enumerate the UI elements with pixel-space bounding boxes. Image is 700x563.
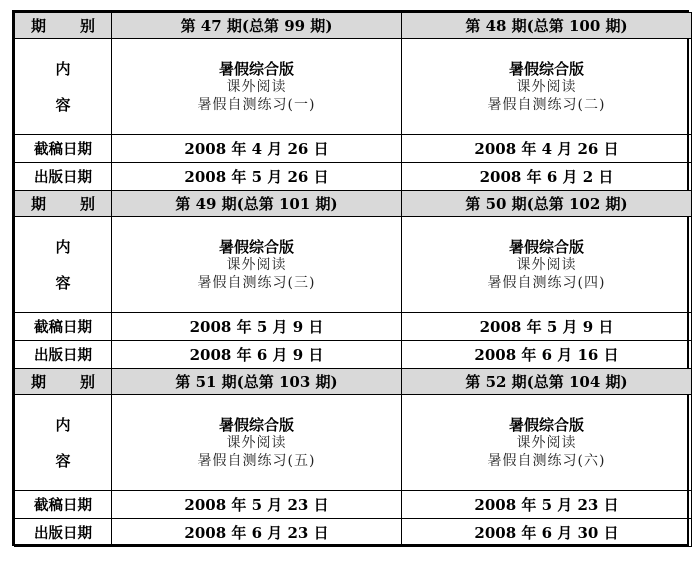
content-cell xyxy=(402,39,692,135)
publish-date: 2008 年 6 月 16 日 xyxy=(402,341,692,369)
deadline-date: 2008 年 5 月 9 日 xyxy=(402,313,692,341)
issue-header-row xyxy=(15,191,692,217)
edition-line: 暑假自测练习(三) xyxy=(197,274,316,291)
issue-label: 期 别 xyxy=(15,13,112,39)
schedule-table xyxy=(14,12,692,547)
edition-line: 课外阅读 xyxy=(226,256,287,273)
content-cell xyxy=(112,395,402,491)
edition-title: 暑假综合版 xyxy=(218,415,294,434)
content-cell xyxy=(402,217,692,313)
deadline-label: 截稿日期 xyxy=(15,491,112,519)
edition-title: 暑假综合版 xyxy=(508,237,584,256)
deadline-date: 2008 年 4 月 26 日 xyxy=(402,135,692,163)
issue-label: 期 别 xyxy=(15,191,112,217)
issue-label: 期 别 xyxy=(15,369,112,395)
issue-header: 第 49 期(总第 101 期) xyxy=(112,191,402,217)
content-row xyxy=(15,395,692,491)
publish-date: 2008 年 6 月 2 日 xyxy=(402,163,692,191)
content-row xyxy=(15,217,692,313)
publish-row xyxy=(15,163,692,191)
edition-title: 暑假综合版 xyxy=(508,59,584,78)
deadline-date: 2008 年 5 月 9 日 xyxy=(112,313,402,341)
content-row xyxy=(15,39,692,135)
issue-header: 第 48 期(总第 100 期) xyxy=(402,13,692,39)
deadline-date: 2008 年 4 月 26 日 xyxy=(112,135,402,163)
deadline-row xyxy=(15,491,692,519)
publish-label: 出版日期 xyxy=(15,163,112,191)
publish-row xyxy=(15,519,692,547)
edition-title: 暑假综合版 xyxy=(218,237,294,256)
edition-line: 暑假自测练习(四) xyxy=(487,274,606,291)
publish-label: 出版日期 xyxy=(15,341,112,369)
issue-header: 第 52 期(总第 104 期) xyxy=(402,369,692,395)
edition-line: 课外阅读 xyxy=(516,256,577,273)
publish-date: 2008 年 6 月 23 日 xyxy=(112,519,402,547)
content-label: 内 容 xyxy=(15,395,112,491)
content-label: 内 容 xyxy=(15,39,112,135)
issue-header: 第 50 期(总第 102 期) xyxy=(402,191,692,217)
deadline-label: 截稿日期 xyxy=(15,313,112,341)
edition-line: 课外阅读 xyxy=(516,78,577,95)
content-cell xyxy=(402,395,692,491)
edition-title: 暑假综合版 xyxy=(218,59,294,78)
issue-header: 第 47 期(总第 99 期) xyxy=(112,13,402,39)
publish-label: 出版日期 xyxy=(15,519,112,547)
edition-line: 课外阅读 xyxy=(516,434,577,451)
deadline-row xyxy=(15,135,692,163)
deadline-date: 2008 年 5 月 23 日 xyxy=(402,491,692,519)
issue-header-row xyxy=(15,13,692,39)
publish-row xyxy=(15,341,692,369)
publish-date: 2008 年 6 月 30 日 xyxy=(402,519,692,547)
edition-line: 课外阅读 xyxy=(226,78,287,95)
edition-line: 暑假自测练习(五) xyxy=(197,452,316,469)
deadline-date: 2008 年 5 月 23 日 xyxy=(112,491,402,519)
edition-line: 暑假自测练习(二) xyxy=(487,96,606,113)
deadline-label: 截稿日期 xyxy=(15,135,112,163)
publish-date: 2008 年 5 月 26 日 xyxy=(112,163,402,191)
content-cell xyxy=(112,217,402,313)
edition-line: 课外阅读 xyxy=(226,434,287,451)
issue-header: 第 51 期(总第 103 期) xyxy=(112,369,402,395)
edition-line: 暑假自测练习(一) xyxy=(197,96,316,113)
deadline-row xyxy=(15,313,692,341)
issue-header-row xyxy=(15,369,692,395)
content-label: 内 容 xyxy=(15,217,112,313)
schedule-sheet xyxy=(12,10,689,546)
publish-date: 2008 年 6 月 9 日 xyxy=(112,341,402,369)
edition-line: 暑假自测练习(六) xyxy=(487,452,606,469)
edition-title: 暑假综合版 xyxy=(508,415,584,434)
content-cell xyxy=(112,39,402,135)
